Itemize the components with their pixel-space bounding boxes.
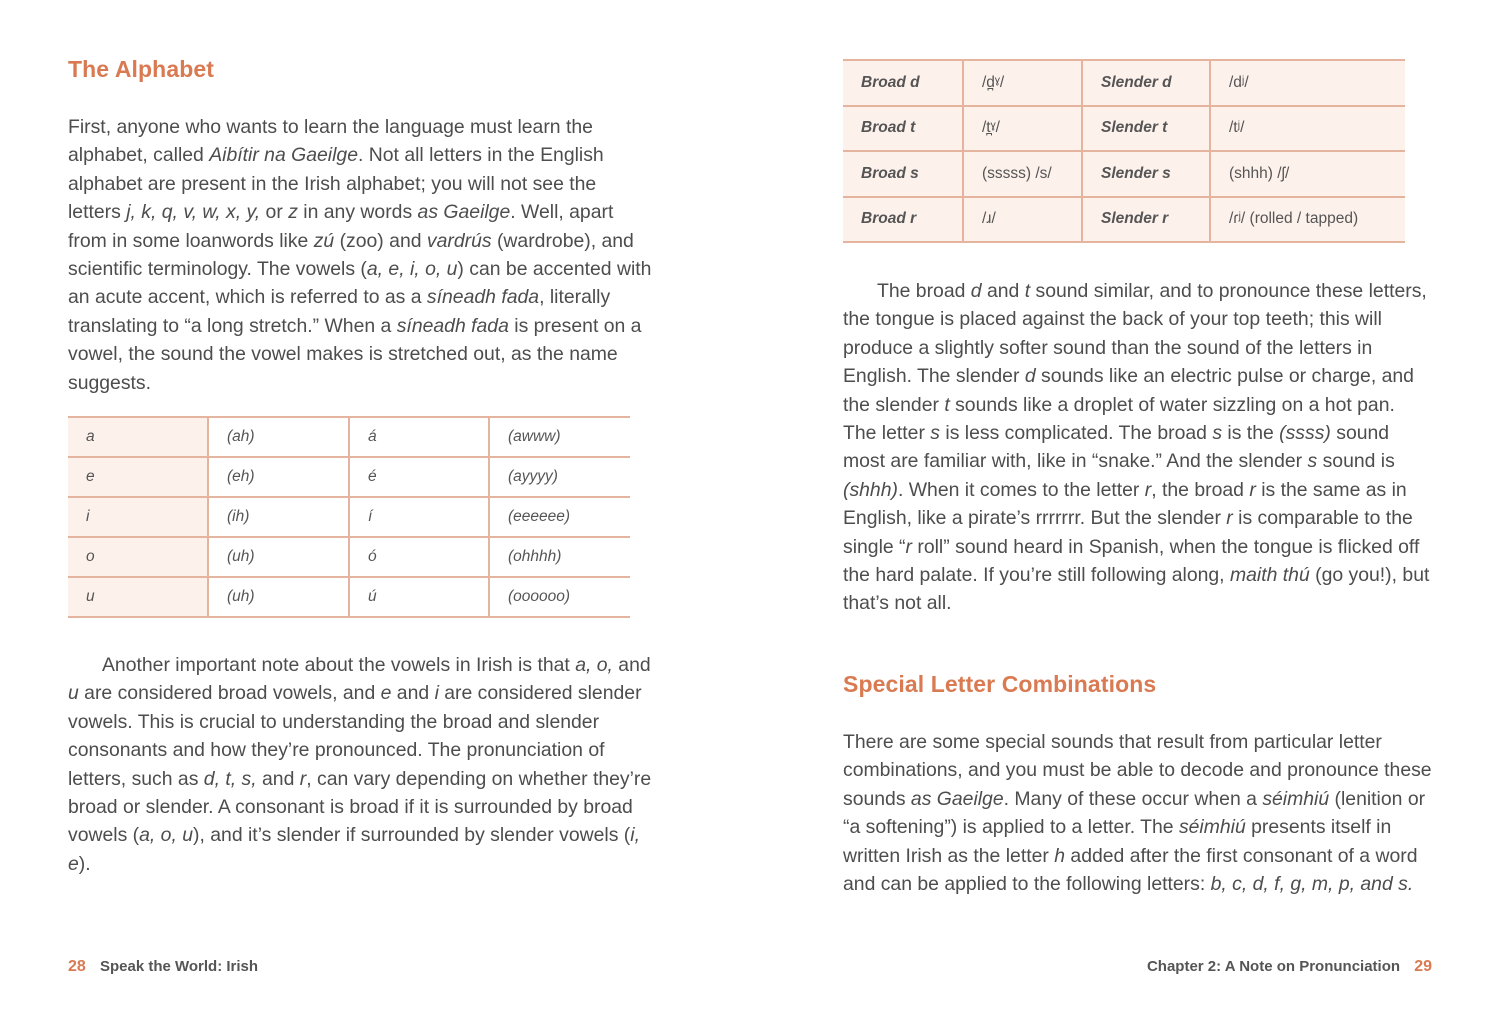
table-cell: Broad r xyxy=(843,197,963,243)
text-run: . Well, apart from in some loanwords like xyxy=(68,201,614,252)
text-run: zú xyxy=(313,229,335,252)
table-cell: (eeeeee) xyxy=(489,497,630,537)
right-running-title: Chapter 2: A Note on Pronunciation xyxy=(1146,958,1401,975)
special-combinations-paragraph xyxy=(843,728,1433,898)
text-run: Another important note about the vowels in Irish is that xyxy=(102,654,576,676)
table-cell: Broad t xyxy=(843,106,963,152)
table-cell: (uh) xyxy=(208,577,349,617)
text-run: r xyxy=(905,535,912,558)
text-run: (go you!), but that’s not all. xyxy=(843,564,1430,615)
text-run: is comparable to the single “ xyxy=(843,507,1413,558)
table-row xyxy=(843,151,1405,197)
table-cell: é xyxy=(349,457,489,497)
text-run: and xyxy=(612,654,651,676)
text-run: a, o, u xyxy=(139,824,194,847)
table-cell: /d̪ˠ/ xyxy=(963,60,1082,106)
text-run: added after the first consonant of a word and can be applied to the following letters: xyxy=(843,844,1418,896)
text-run: sounds like a droplet of water sizzling on a hot pan. The letter xyxy=(843,393,1395,445)
right-page-number: 29 xyxy=(1414,958,1432,975)
text-run: (shhh) xyxy=(843,478,898,501)
consonant-table-body xyxy=(843,60,1405,242)
text-run: i xyxy=(434,682,439,705)
table-row xyxy=(843,197,1405,243)
table-cell: e xyxy=(68,457,208,497)
text-run: are considered broad vowels, and xyxy=(78,682,381,705)
text-run: and xyxy=(981,280,1025,302)
text-run: s xyxy=(930,422,940,445)
vowel-table xyxy=(68,416,630,618)
table-cell: /ɾʲ/ (rolled / tapped) xyxy=(1210,197,1405,243)
text-run: u xyxy=(68,682,79,705)
table-cell: a xyxy=(68,417,208,457)
text-run: . Not all letters in the English alphabet are present in the Irish alphabet; you will not see the letters xyxy=(68,144,604,224)
table-cell: (ih) xyxy=(208,497,349,537)
text-run: s xyxy=(1212,422,1223,445)
text-run: sound most are familiar with, like in “snake.” And the slender xyxy=(843,422,1390,473)
text-run: Aibítir na Gaeilge xyxy=(209,144,358,167)
text-run: síneadh fada xyxy=(396,314,509,337)
table-cell: (ayyyy) xyxy=(489,457,630,497)
table-cell: (eh) xyxy=(208,457,349,497)
text-run: r xyxy=(1226,507,1233,530)
text-run: j, k, q, v, w, x, y, xyxy=(126,201,261,224)
table-cell: /tʲ/ xyxy=(1210,106,1405,152)
text-run: d xyxy=(1024,365,1036,388)
text-run: t xyxy=(944,393,950,416)
table-row xyxy=(68,497,630,537)
text-run: maith thú xyxy=(1229,564,1310,587)
text-run: presents itself in written Irish as the letter xyxy=(843,816,1392,867)
text-run: , can vary depending on whether they’re broad or slender. A consonant is broad if it is surrounded by broad vowels ( xyxy=(68,767,652,847)
text-run: are considered slender vowels. This is crucial to understanding the broad and slender consonants and how they’re pronounced. The pronunciation of letters, such as xyxy=(68,682,642,790)
table-row xyxy=(68,457,630,497)
table-cell: Slender s xyxy=(1082,151,1210,197)
table-row xyxy=(68,417,630,457)
alphabet-heading: The Alphabet xyxy=(68,56,215,82)
text-run: séimhiú xyxy=(1262,787,1330,810)
left-footer xyxy=(68,958,258,976)
text-run: d, t, s, xyxy=(203,767,257,790)
table-cell: Broad d xyxy=(843,60,963,106)
text-run: as Gaeilge xyxy=(910,787,1004,810)
text-run: , the broad xyxy=(1151,478,1250,501)
left-running-title: Speak the World: Irish xyxy=(99,958,259,975)
special-combinations-heading: Special Letter Combinations xyxy=(843,671,1157,697)
text-run: t xyxy=(1024,280,1031,302)
table-cell: á xyxy=(349,417,489,457)
text-run: (ssss) xyxy=(1279,422,1331,445)
text-run: . When it comes to the letter xyxy=(897,478,1145,501)
text-run: (lenition or “a softening”) is applied to a letter. The xyxy=(843,787,1426,839)
table-row xyxy=(68,577,630,617)
text-run: is the xyxy=(1222,422,1280,445)
text-run: ). xyxy=(78,852,91,875)
text-run: vardrús xyxy=(426,229,492,252)
consonant-explanation-paragraph xyxy=(843,277,1433,618)
table-cell: (oooooo) xyxy=(489,577,630,617)
text-run: in any words xyxy=(297,201,418,224)
table-cell: (ohhhh) xyxy=(489,537,630,577)
text-run: z xyxy=(288,201,298,224)
table-cell: u xyxy=(68,577,208,617)
text-run: and xyxy=(256,767,300,790)
table-row xyxy=(843,60,1405,106)
text-run: is present on a vowel, the sound the vowel makes is stretched out, as the name suggests. xyxy=(68,314,642,394)
text-run: , literally translating to “a long stretch.” When a xyxy=(68,286,611,337)
table-cell: /t̪ˠ/ xyxy=(963,106,1082,152)
text-run: r xyxy=(1249,478,1256,501)
table-cell: (shhh) /ʃ/ xyxy=(1210,151,1405,197)
text-run: The broad xyxy=(877,280,971,302)
text-run: síneadh fada xyxy=(426,286,540,309)
table-cell: (uh) xyxy=(208,537,349,577)
text-run: s xyxy=(1307,450,1318,473)
table-row xyxy=(843,106,1405,152)
text-run: e xyxy=(380,682,392,705)
table-cell: (sssss) /s/ xyxy=(963,151,1082,197)
text-run: sounds like an electric pulse or charge, and the slender xyxy=(843,365,1414,416)
alphabet-intro-paragraph xyxy=(68,113,653,397)
text-run: or xyxy=(260,201,289,224)
text-run: (wardrobe), and scientific terminology. The vowels ( xyxy=(68,229,634,281)
text-run: d xyxy=(970,280,982,302)
table-cell: ú xyxy=(349,577,489,617)
table-cell: (ah) xyxy=(208,417,349,457)
left-page-number: 28 xyxy=(68,958,86,975)
text-run: . Many of these occur when a xyxy=(1003,787,1263,810)
table-cell: Broad s xyxy=(843,151,963,197)
text-run: r xyxy=(1144,478,1152,501)
vowel-table-body xyxy=(68,417,630,617)
broad-slender-paragraph xyxy=(68,651,653,878)
table-cell: ó xyxy=(349,537,489,577)
text-run: h xyxy=(1054,844,1066,867)
text-run: as Gaeilge xyxy=(417,201,511,224)
text-run: sound similar, and to pronounce these letters, the tongue is placed against the back of your top teeth; this will produce a slightly softer sound than the sound of the letters in English. The slender xyxy=(843,280,1427,388)
text-run: sound is xyxy=(1317,450,1395,473)
text-run: There are some special sounds that result from particular letter combinations, and you must be able to decode and pronounce these sounds xyxy=(843,731,1432,810)
table-cell: (awww) xyxy=(489,417,630,457)
text-run: is less complicated. The broad xyxy=(940,422,1213,445)
text-run: and xyxy=(391,682,435,705)
text-run: r xyxy=(299,767,307,790)
table-cell: í xyxy=(349,497,489,537)
table-cell: Slender t xyxy=(1082,106,1210,152)
table-cell: Slender r xyxy=(1082,197,1210,243)
text-run: i, e xyxy=(68,824,640,875)
table-cell: /dʲ/ xyxy=(1210,60,1405,106)
text-run: (zoo) and xyxy=(334,229,427,252)
table-cell: o xyxy=(68,537,208,577)
text-run: ), and it’s slender if surrounded by slender vowels ( xyxy=(193,824,631,847)
table-cell: i xyxy=(68,497,208,537)
text-run: b, c, d, f, g, m, p, and s. xyxy=(1210,873,1414,896)
text-run: séimhiú xyxy=(1178,816,1246,839)
text-run: is the same as in English, like a pirate’s rrrrrrr. But the slender xyxy=(843,478,1407,530)
text-run: First, anyone who wants to learn the language must learn the alphabet, called xyxy=(68,116,593,167)
text-run: roll” sound heard in Spanish, when the tongue is flicked off the hard palate. If you’re still following along, xyxy=(843,535,1420,587)
table-cell: /ɹ/ xyxy=(963,197,1082,243)
right-footer xyxy=(1147,958,1432,976)
text-run: a, o, xyxy=(575,654,613,676)
text-run: a, e, i, o, u xyxy=(366,258,458,281)
table-cell: Slender d xyxy=(1082,60,1210,106)
consonant-table xyxy=(843,59,1405,243)
table-row xyxy=(68,537,630,577)
text-run: ) can be accented with an acute accent, which is referred to as a xyxy=(68,258,652,309)
